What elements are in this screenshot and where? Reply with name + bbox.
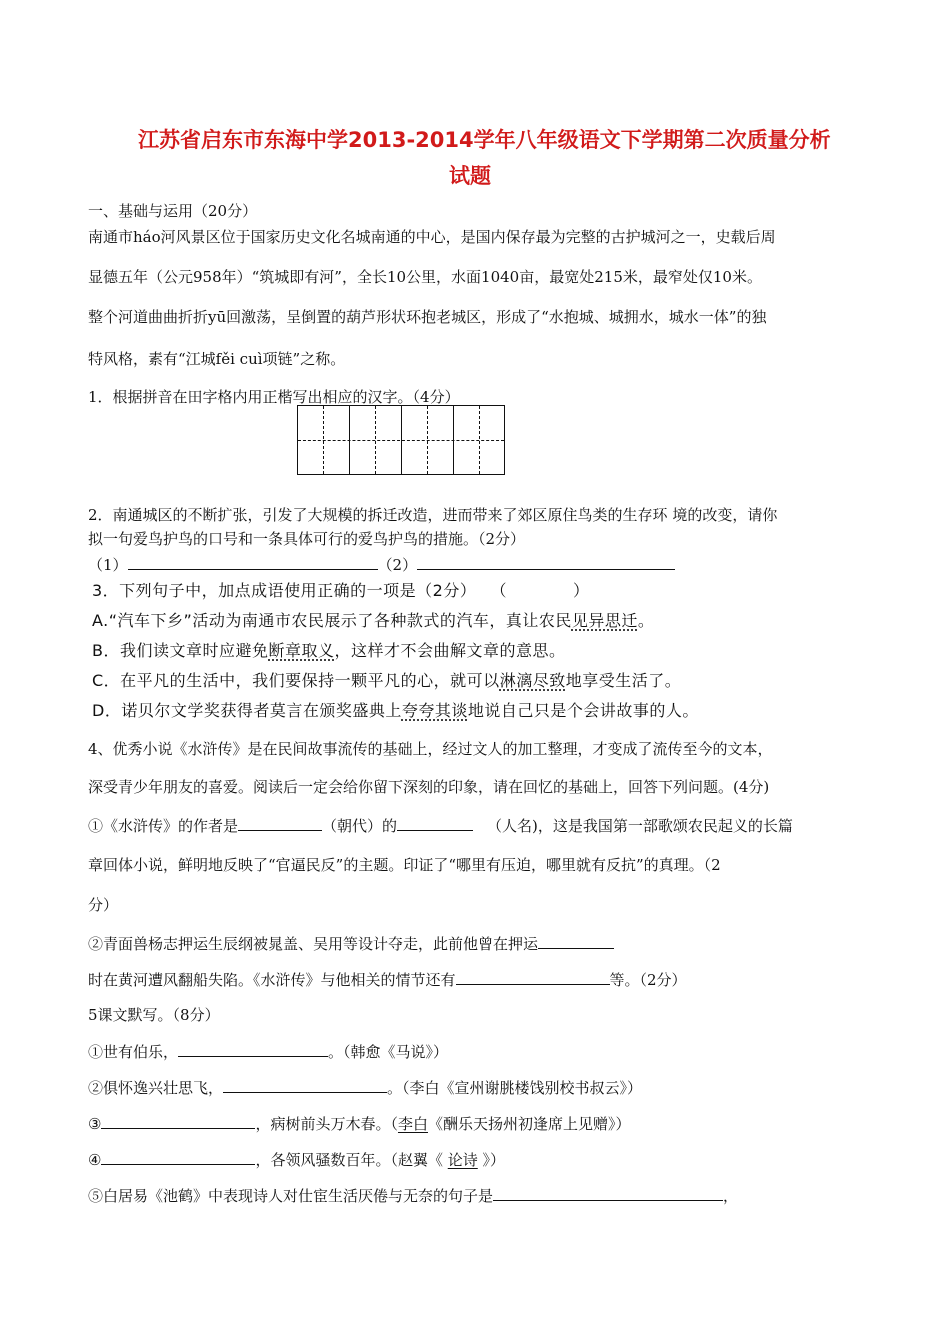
tianzige-writing-grid[interactable] (297, 405, 505, 475)
question-5-heading: 5课文默写。（8分） (88, 1006, 220, 1024)
escort-blank[interactable] (538, 932, 614, 949)
passage-line-2: 显德五年（公元958年）“筑城即有河”，全长10公里，水面1040亩，最宽处215米，最窄处仅10米。 (88, 268, 762, 286)
answer-label-1: （1） (88, 556, 128, 574)
answer-blank-2[interactable] (417, 553, 675, 570)
question-4-line2: 深受青少年朋友的喜爱。阅读后一定会给你留下深刻的印象，请在回忆的基础上，回答下列问题。(4分) (88, 778, 770, 796)
page-title-line1: 江苏省启东市东海中学2013-2014学年八年级语文下学期第二次质量分析 (138, 128, 831, 152)
answer-blank-1[interactable] (128, 553, 378, 570)
recitation-3: ③ ，病树前头万木春。（李白《酬乐天扬州初逢席上见赠》） (88, 1112, 631, 1134)
question-1: 1．根据拼音在田字格内用正楷写出相应的汉字。（4分） (88, 388, 460, 406)
section-heading: 一、基础与运用（20分） (88, 202, 258, 220)
dotted-idiom-a: 见异思迁 (571, 611, 638, 630)
passage-line-4: 特风格，素有“江城fěi cuì项链”之称。 (88, 350, 346, 368)
option-c: C．在平凡的生活中，我们要保持一颗平凡的心，就可以淋漓尽致地享受生活了。 (92, 671, 682, 690)
underlined-title: 论诗 (447, 1151, 478, 1169)
underlined-author: 李白 (397, 1115, 428, 1133)
recitation-4: ④ ，各领风骚数百年。（赵翼《 论诗 》） (88, 1148, 505, 1170)
dynasty-blank[interactable] (238, 814, 322, 831)
recitation-blank-2[interactable] (223, 1076, 387, 1093)
question-4-sub1-line3: 分） (88, 896, 119, 914)
page-title-line2: 试题 (449, 164, 491, 188)
recitation-5: ⑤白居易《池鹤》中表现诗人对仕宦生活厌倦与无奈的句子是 ， (88, 1184, 738, 1206)
question-2-answers (88, 553, 675, 575)
passage-line-1: 南通市háo河风景区位于国家历史文化名城南通的中心，是国内保存最为完整的古护城河之一，史载后周 (88, 228, 776, 246)
option-d: D．诺贝尔文学奖获得者莫言在颁奖盛典上夸夸其谈地说自己只是个会讲故事的人。 (92, 701, 699, 720)
dotted-idiom-c: 淋漓尽致 (499, 671, 566, 690)
recitation-blank-5[interactable] (493, 1184, 723, 1201)
dotted-idiom-d: 夸夸其谈 (401, 701, 468, 720)
question-4-sub2: ②青面兽杨志押运生辰纲被晁盖、吴用等设计夺走，此前他曾在押运 (88, 932, 614, 954)
recitation-blank-4[interactable] (101, 1148, 255, 1165)
answer-label-2: （2） (377, 556, 418, 574)
question-4-line1: 4、优秀小说《水浒传》是在民间故事流传的基础上，经过文人的加工整理，才变成了流传至今的文本， (88, 740, 773, 758)
question-4-sub1-line2: 章回体小说，鲜明地反映了“官逼民反”的主题。印证了“哪里有压迫，哪里就有反抗”的真理。（2 (88, 856, 721, 874)
recitation-blank-1[interactable] (178, 1040, 328, 1057)
question-2-line1: 2．南通城区的不断扩张，引发了大规模的拆迁改造，进而带来了郊区原住鸟类的生存环 境的改变，请你 (88, 506, 778, 524)
passage-line-3: 整个河道曲曲折折yū回激荡，呈倒置的葫芦形状环抱老城区，形成了“水抱城、城拥水，城水一体”的独 (88, 308, 767, 326)
question-2-line2: 拟一句爱鸟护鸟的口号和一条具体可行的爱鸟护鸟的措施。（2分） (88, 530, 526, 548)
option-a: A.“汽车下乡”活动为南通市农民展示了各种款式的汽车，真让农民见异思迁。 (92, 611, 655, 630)
recitation-2: ②俱怀逸兴壮思飞， 。（李白《宣州谢朓楼饯别校书叔云》） (88, 1076, 642, 1098)
question-3-stem: 3．下列句子中，加点成语使用正确的一项是（2分） （ ） (92, 581, 590, 600)
plot-blank[interactable] (456, 968, 610, 985)
recitation-blank-3[interactable] (101, 1112, 255, 1129)
recitation-1: ①世有伯乐， 。（韩愈《马说》） (88, 1040, 448, 1062)
author-blank[interactable] (397, 814, 473, 831)
question-4-sub2-line2: 时在黄河遭风翻船失陷。《水浒传》与他相关的情节还有 等。（2分） (88, 968, 687, 990)
question-4-sub1: ①《水浒传》的作者是 （朝代）的 （人名)，这是我国第一部歌颂农民起义的长篇 (88, 814, 793, 836)
option-b: B．我们读文章时应避免断章取义，这样才不会曲解文章的意思。 (92, 641, 566, 660)
dotted-idiom-b: 断章取义 (268, 641, 335, 660)
